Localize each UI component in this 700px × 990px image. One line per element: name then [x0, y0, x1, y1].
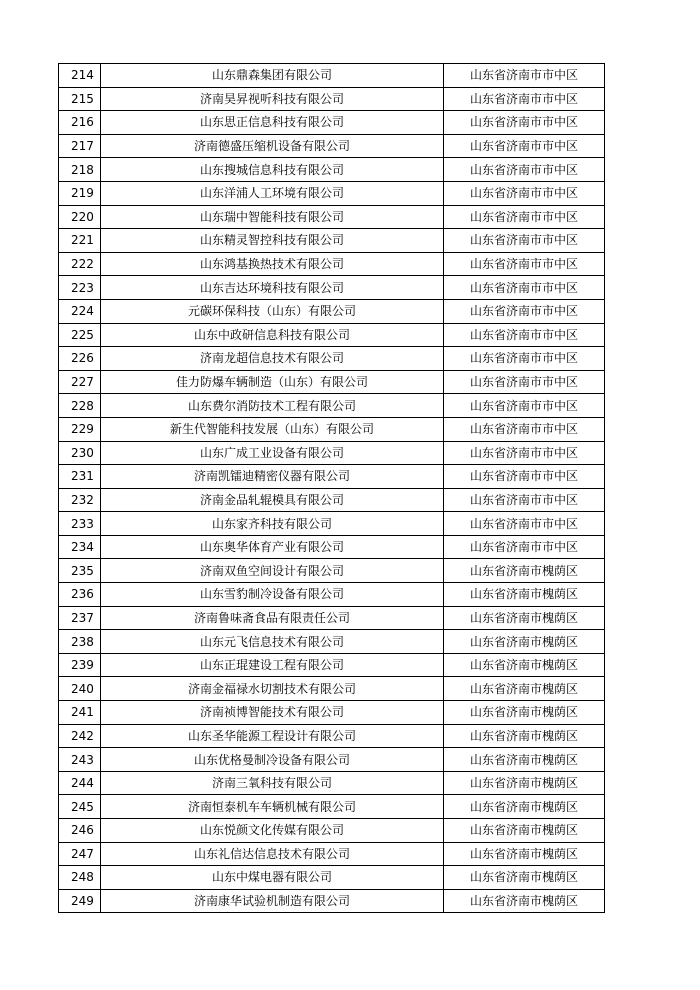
company-location: 山东省济南市市中区 — [444, 158, 605, 182]
table-row — [59, 276, 605, 300]
company-location: 山东省济南市槐荫区 — [444, 606, 605, 630]
row-number: 234 — [59, 535, 101, 559]
table-row — [59, 417, 605, 441]
table-row — [59, 205, 605, 229]
company-location: 山东省济南市市中区 — [444, 205, 605, 229]
company-name: 山东吉达环境科技有限公司 — [101, 276, 444, 300]
row-number: 244 — [59, 771, 101, 795]
table-row — [59, 630, 605, 654]
company-name: 山东正琨建设工程有限公司 — [101, 653, 444, 677]
company-location: 山东省济南市市中区 — [444, 181, 605, 205]
table-row — [59, 370, 605, 394]
company-name: 山东鸿基换热技术有限公司 — [101, 252, 444, 276]
company-location: 山东省济南市市中区 — [444, 488, 605, 512]
table-row — [59, 465, 605, 489]
company-location: 山东省济南市市中区 — [444, 465, 605, 489]
row-number: 228 — [59, 394, 101, 418]
company-name: 元碳环保科技（山东）有限公司 — [101, 299, 444, 323]
company-location: 山东省济南市市中区 — [444, 299, 605, 323]
company-name: 山东圣华能源工程设计有限公司 — [101, 724, 444, 748]
table-row — [59, 653, 605, 677]
company-name: 山东费尔消防技术工程有限公司 — [101, 394, 444, 418]
table-row — [59, 819, 605, 843]
company-location: 山东省济南市市中区 — [444, 394, 605, 418]
table-row — [59, 181, 605, 205]
company-name: 山东礼信达信息技术有限公司 — [101, 842, 444, 866]
row-number: 231 — [59, 465, 101, 489]
row-number: 232 — [59, 488, 101, 512]
company-location: 山东省济南市市中区 — [444, 323, 605, 347]
table-row — [59, 559, 605, 583]
row-number: 239 — [59, 653, 101, 677]
row-number: 235 — [59, 559, 101, 583]
company-location: 山东省济南市市中区 — [444, 535, 605, 559]
table-row — [59, 64, 605, 88]
table-row — [59, 771, 605, 795]
row-number: 219 — [59, 181, 101, 205]
company-location: 山东省济南市市中区 — [444, 229, 605, 253]
table-row — [59, 111, 605, 135]
company-location: 山东省济南市市中区 — [444, 512, 605, 536]
row-number: 226 — [59, 347, 101, 371]
table-row — [59, 724, 605, 748]
company-location: 山东省济南市槐荫区 — [444, 677, 605, 701]
row-number: 224 — [59, 299, 101, 323]
company-name: 济南金福禄水切割技术有限公司 — [101, 677, 444, 701]
company-name: 济南鲁味斋食品有限责任公司 — [101, 606, 444, 630]
company-location: 山东省济南市槐荫区 — [444, 842, 605, 866]
company-name: 济南三氧科技有限公司 — [101, 771, 444, 795]
table-row — [59, 347, 605, 371]
row-number: 227 — [59, 370, 101, 394]
company-name: 佳力防爆车辆制造（山东）有限公司 — [101, 370, 444, 394]
table-row — [59, 606, 605, 630]
company-location: 山东省济南市槐荫区 — [444, 701, 605, 725]
row-number: 249 — [59, 889, 101, 913]
row-number: 240 — [59, 677, 101, 701]
table-row — [59, 323, 605, 347]
table-row — [59, 488, 605, 512]
company-location: 山东省济南市槐荫区 — [444, 583, 605, 607]
company-name: 山东中政研信息科技有限公司 — [101, 323, 444, 347]
company-name: 山东雪豹制冷设备有限公司 — [101, 583, 444, 607]
company-name: 山东广成工业设备有限公司 — [101, 441, 444, 465]
row-number: 217 — [59, 134, 101, 158]
row-number: 230 — [59, 441, 101, 465]
table-row — [59, 701, 605, 725]
company-location: 山东省济南市槐荫区 — [444, 559, 605, 583]
row-number: 216 — [59, 111, 101, 135]
company-name: 济南昊昇视听科技有限公司 — [101, 87, 444, 111]
company-name: 济南德盛压缩机设备有限公司 — [101, 134, 444, 158]
row-number: 215 — [59, 87, 101, 111]
company-name: 山东洋浦人工环境有限公司 — [101, 181, 444, 205]
company-location: 山东省济南市槐荫区 — [444, 819, 605, 843]
company-name: 山东搜城信息科技有限公司 — [101, 158, 444, 182]
company-location: 山东省济南市市中区 — [444, 252, 605, 276]
row-number: 222 — [59, 252, 101, 276]
row-number: 243 — [59, 748, 101, 772]
company-name: 山东思正信息科技有限公司 — [101, 111, 444, 135]
company-location: 山东省济南市槐荫区 — [444, 748, 605, 772]
table-row — [59, 441, 605, 465]
row-number: 238 — [59, 630, 101, 654]
company-location: 山东省济南市槐荫区 — [444, 771, 605, 795]
company-name: 山东优格曼制冷设备有限公司 — [101, 748, 444, 772]
company-name: 新生代智能科技发展（山东）有限公司 — [101, 417, 444, 441]
row-number: 233 — [59, 512, 101, 536]
company-name: 山东瑞中智能科技有限公司 — [101, 205, 444, 229]
row-number: 247 — [59, 842, 101, 866]
table-row — [59, 795, 605, 819]
row-number: 237 — [59, 606, 101, 630]
table-row — [59, 842, 605, 866]
table-row — [59, 866, 605, 890]
table-body — [59, 64, 605, 913]
row-number: 241 — [59, 701, 101, 725]
company-location: 山东省济南市市中区 — [444, 87, 605, 111]
company-location: 山东省济南市市中区 — [444, 64, 605, 88]
table-row — [59, 748, 605, 772]
table-row — [59, 299, 605, 323]
table-row — [59, 394, 605, 418]
table-row — [59, 229, 605, 253]
company-name: 山东鼎森集团有限公司 — [101, 64, 444, 88]
row-number: 225 — [59, 323, 101, 347]
row-number: 236 — [59, 583, 101, 607]
company-name: 山东家齐科技有限公司 — [101, 512, 444, 536]
company-location: 山东省济南市槐荫区 — [444, 889, 605, 913]
company-location: 山东省济南市槐荫区 — [444, 653, 605, 677]
company-name: 山东元飞信息技术有限公司 — [101, 630, 444, 654]
table-row — [59, 889, 605, 913]
table-row — [59, 535, 605, 559]
row-number: 246 — [59, 819, 101, 843]
company-name: 济南康华试验机制造有限公司 — [101, 889, 444, 913]
company-name: 山东奥华体育产业有限公司 — [101, 535, 444, 559]
table-row — [59, 583, 605, 607]
company-location: 山东省济南市市中区 — [444, 441, 605, 465]
row-number: 214 — [59, 64, 101, 88]
row-number: 223 — [59, 276, 101, 300]
company-name: 山东精灵智控科技有限公司 — [101, 229, 444, 253]
company-location: 山东省济南市槐荫区 — [444, 724, 605, 748]
company-name: 济南祯博智能技术有限公司 — [101, 701, 444, 725]
company-location: 山东省济南市市中区 — [444, 111, 605, 135]
company-table — [58, 63, 605, 913]
company-location: 山东省济南市市中区 — [444, 276, 605, 300]
company-name: 济南恒泰机车车辆机械有限公司 — [101, 795, 444, 819]
table-row — [59, 87, 605, 111]
table-row — [59, 677, 605, 701]
row-number: 242 — [59, 724, 101, 748]
row-number: 218 — [59, 158, 101, 182]
row-number: 220 — [59, 205, 101, 229]
company-location: 山东省济南市市中区 — [444, 134, 605, 158]
company-name: 济南双鱼空间设计有限公司 — [101, 559, 444, 583]
company-location: 山东省济南市市中区 — [444, 370, 605, 394]
row-number: 248 — [59, 866, 101, 890]
company-name: 济南龙超信息技术有限公司 — [101, 347, 444, 371]
company-location: 山东省济南市槐荫区 — [444, 866, 605, 890]
company-location: 山东省济南市市中区 — [444, 417, 605, 441]
company-name: 济南金品轧辊模具有限公司 — [101, 488, 444, 512]
row-number: 221 — [59, 229, 101, 253]
row-number: 229 — [59, 417, 101, 441]
company-location: 山东省济南市市中区 — [444, 347, 605, 371]
table-row — [59, 158, 605, 182]
table-row — [59, 252, 605, 276]
company-location: 山东省济南市槐荫区 — [444, 795, 605, 819]
table-row — [59, 134, 605, 158]
company-location: 山东省济南市槐荫区 — [444, 630, 605, 654]
table-row — [59, 512, 605, 536]
company-name: 济南凯镭迪精密仪器有限公司 — [101, 465, 444, 489]
company-name: 山东中煤电器有限公司 — [101, 866, 444, 890]
row-number: 245 — [59, 795, 101, 819]
company-name: 山东悦颜文化传媒有限公司 — [101, 819, 444, 843]
